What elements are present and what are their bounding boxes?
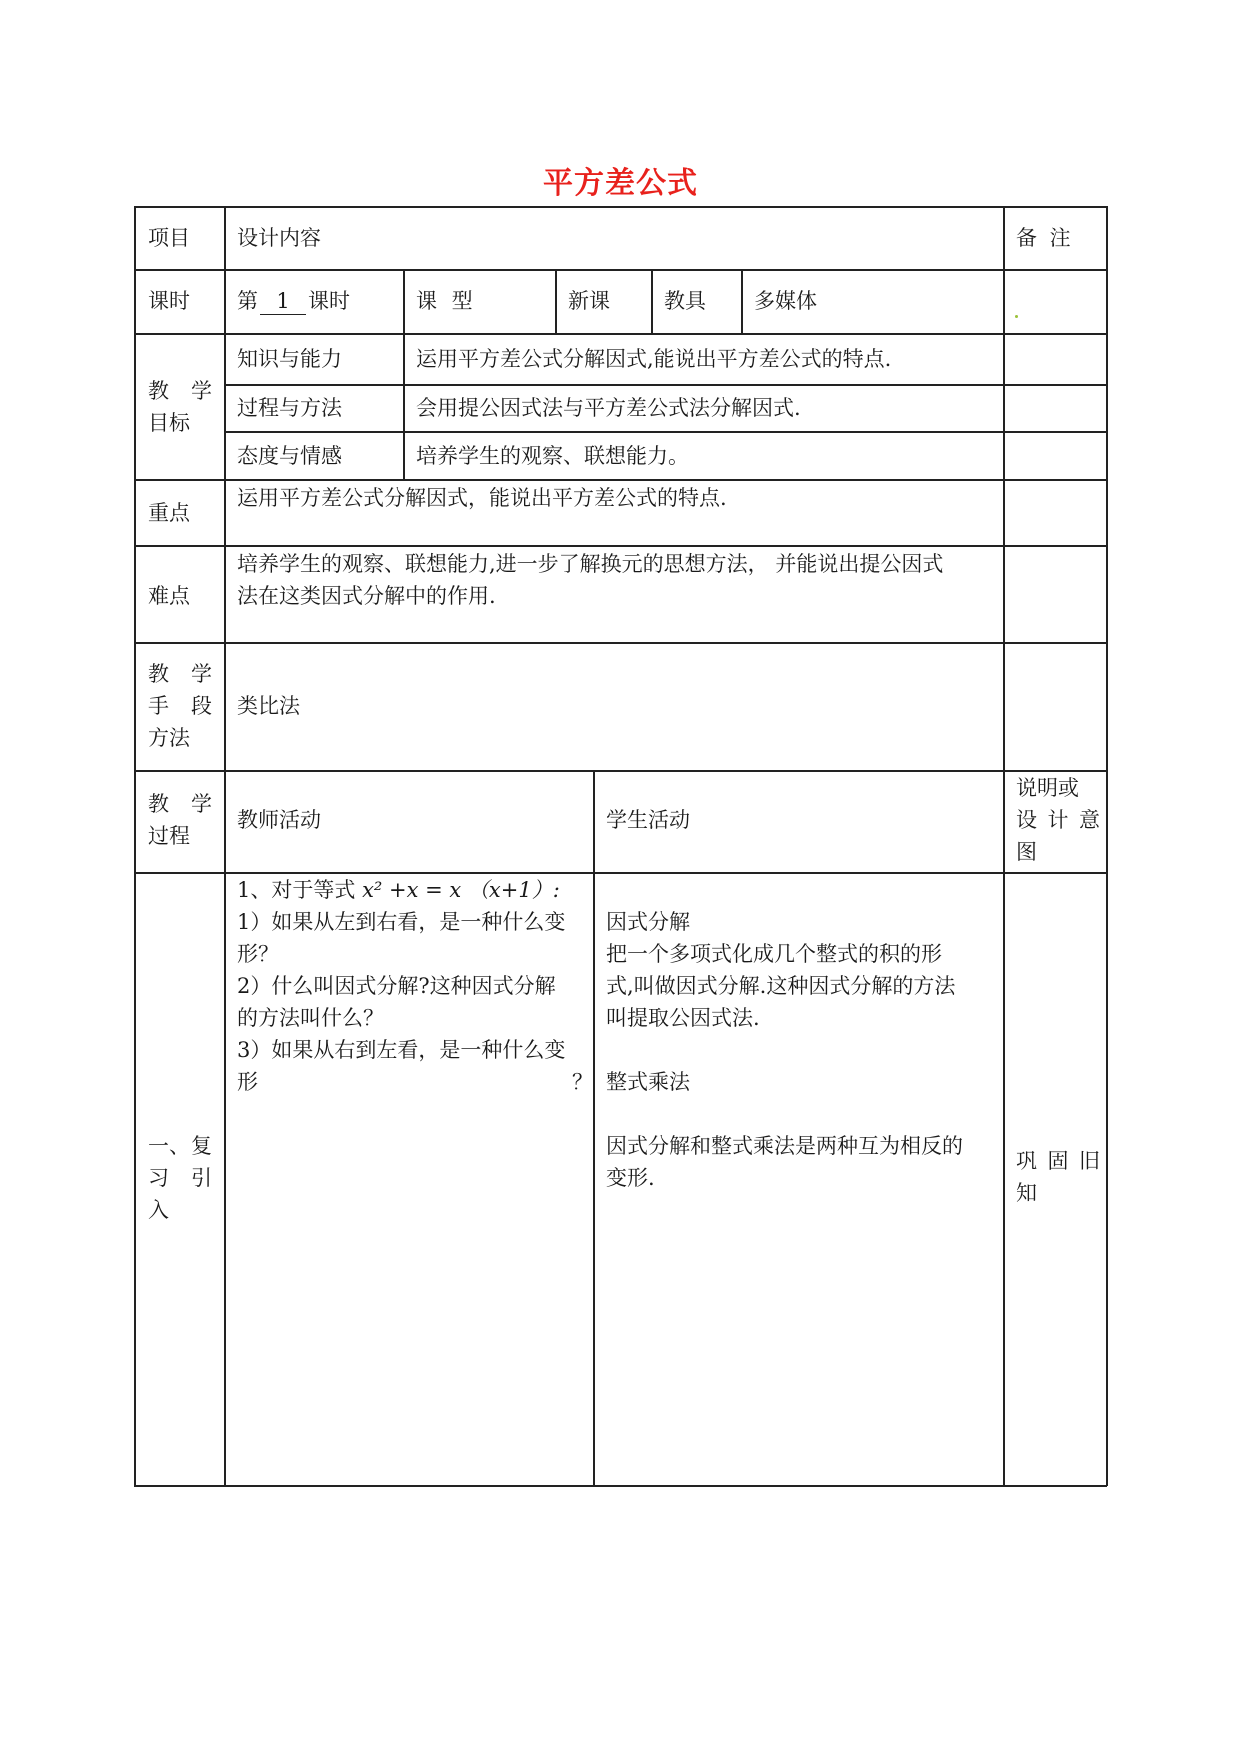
key-point-label: 重点 (148, 501, 190, 525)
student-answer-3: 整式乘法 (606, 1070, 690, 1094)
teacher-question-1: 1）如果从左到右看，是一种什么变 形？ (237, 910, 566, 966)
period-label: 课时 (148, 289, 190, 313)
tools-label: 教具 (664, 289, 706, 313)
goals-label: 教 学 目标 (148, 379, 212, 435)
teacher-question-2: 2）什么叫因式分解?这种因式分解 的方法叫什么？ (237, 974, 556, 1030)
difficulty-label: 难点 (148, 584, 190, 608)
process-label: 教 学 过程 (148, 792, 212, 848)
tools-value: 多媒体 (754, 289, 817, 313)
goal-text-attitude: 培养学生的观察、联想能力。 (416, 444, 689, 468)
goal-name-knowledge: 知识与能力 (237, 347, 342, 371)
lesson-type-label: 课 型 (416, 289, 477, 313)
student-activity (606, 906, 1002, 1194)
goal-text-knowledge: 运用平方差公式分解因式,能说出平方差公式的特点. (416, 347, 892, 371)
student-answer-2: 把一个多项式化成几个整式的积的形 式,叫做因式分解.这种因式分解的方法 叫提取公因式法. (606, 942, 956, 1030)
goal-text-process: 会用提公因式法与平方差公式法分解因式. (416, 396, 801, 420)
design-note-header: 说明或 设 计 意 图 (1016, 776, 1100, 864)
goal-name-attitude: 态度与情感 (237, 444, 342, 468)
method-label: 教 学 手 段 方法 (148, 662, 212, 750)
page-title: 平方差公式 (543, 166, 698, 201)
header-content: 设计内容 (237, 226, 321, 250)
student-activity-header: 学生活动 (606, 808, 690, 832)
period-value (237, 285, 350, 317)
teacher-question-intro: 1、对于等式 x² +x = x （x+1）: (237, 878, 560, 902)
lesson-type-value: 新课 (568, 289, 610, 313)
teacher-activity (237, 874, 593, 1098)
decorative-dot (1015, 315, 1018, 318)
teacher-activity-header: 教师活动 (237, 808, 321, 832)
period-suffix: 课时 (308, 289, 350, 313)
goal-name-process: 过程与方法 (237, 396, 342, 420)
period-prefix: 第 (237, 289, 258, 313)
student-answer-1: 因式分解 (606, 910, 690, 934)
student-answer-4: 因式分解和整式乘法是两种互为相反的 变形. (606, 1134, 963, 1190)
review-note: 巩 固 旧 知 (1016, 1149, 1100, 1205)
header-item: 项目 (148, 226, 190, 250)
review-label: 一、 复 习 引 入 (148, 1134, 212, 1222)
key-point-text: 运用平方差公式分解因式，能说出平方差公式的特点. (237, 486, 727, 510)
teacher-question-3: 3）如果从右到左看，是一种什么变 形 ？ (237, 1038, 593, 1094)
method-text: 类比法 (237, 694, 300, 718)
difficulty-text: 培养学生的观察、联想能力,进一步了解换元的思想方法， 并能说出提公因式 法在这类因式分解中的作用. (237, 552, 944, 608)
period-number: 1 (260, 288, 306, 315)
header-note: 备 注 (1016, 226, 1074, 250)
